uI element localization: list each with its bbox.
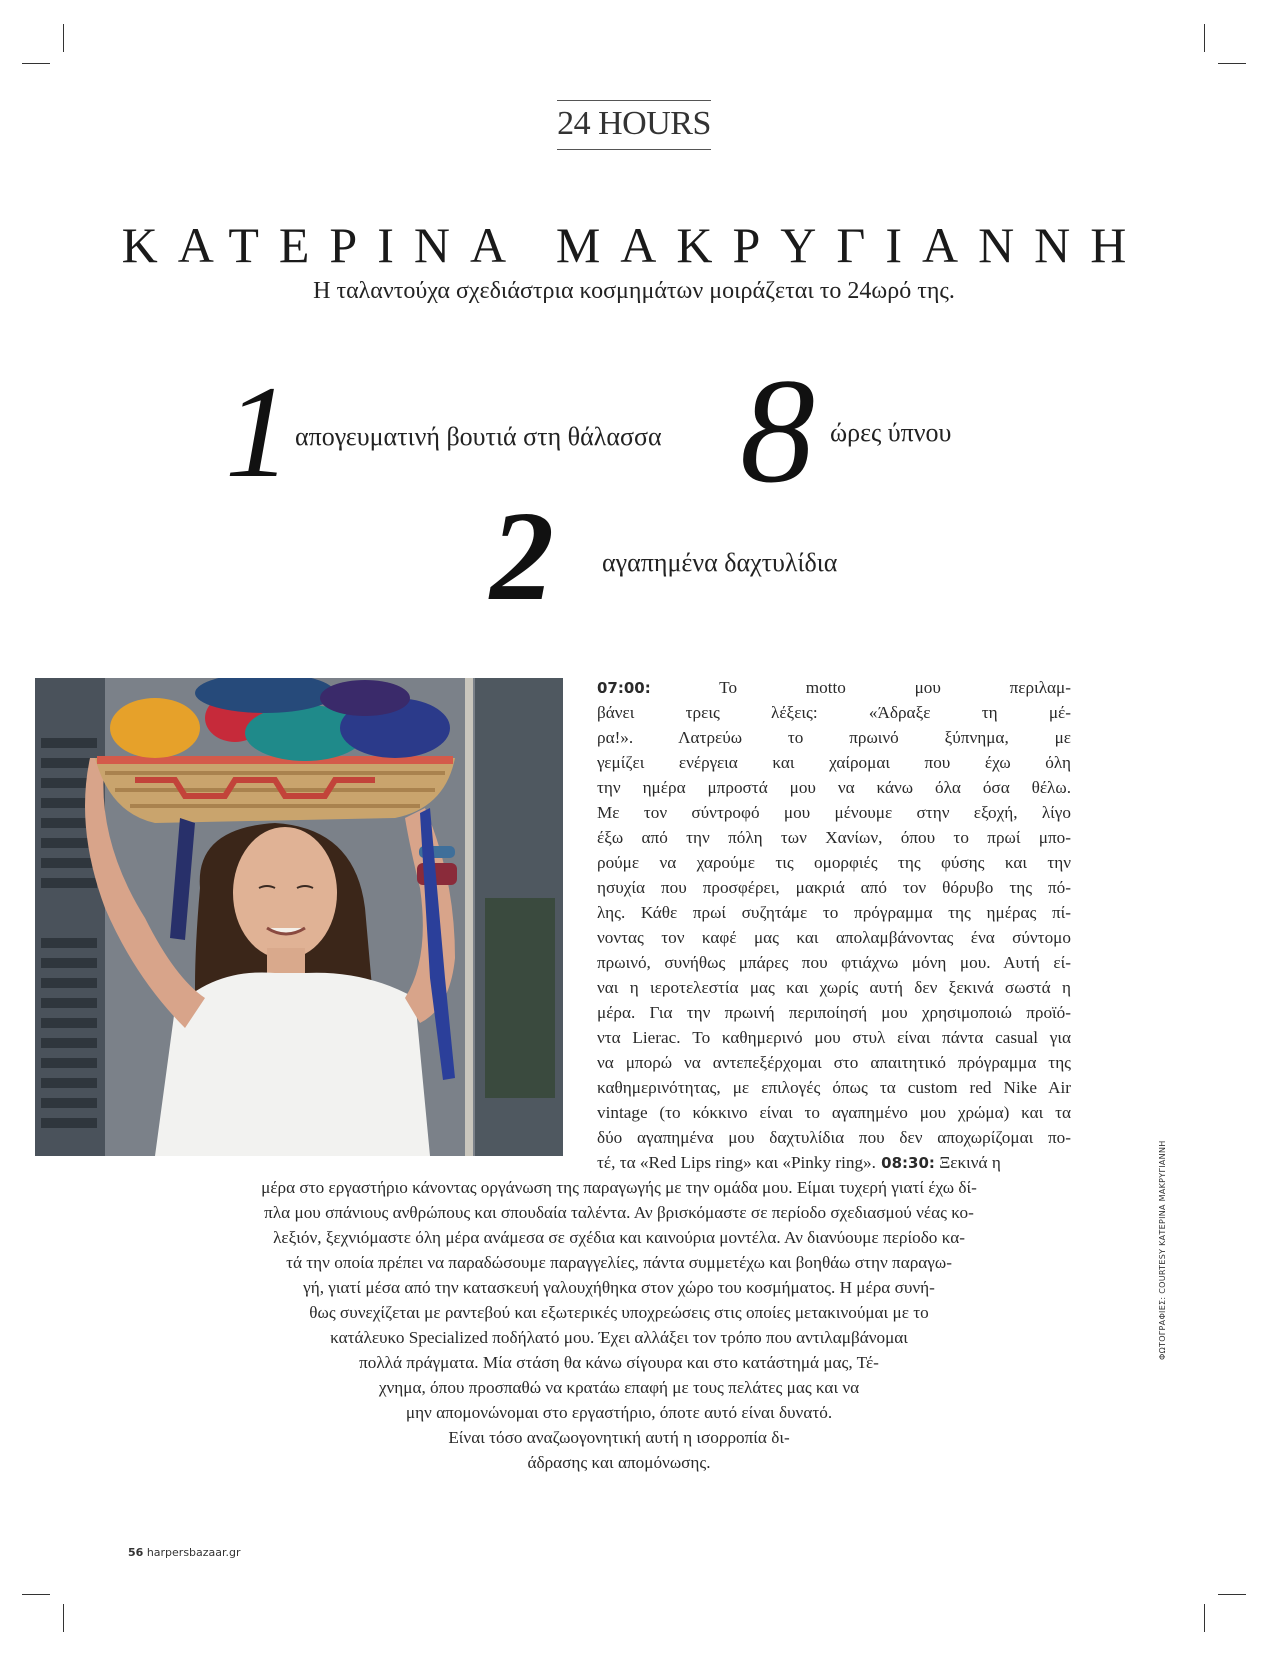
- text-line: ντα Lierac. Το καθημερινό μου στυλ είναι πάντα casual για: [597, 1028, 1071, 1047]
- text-line: βάνει τρεις λέξεις: «Άδραξε τη μέ-: [597, 703, 1071, 722]
- text-line: πρωινό, συνήθως μπάρες που φτιάχνω μόνη μου. Αυτή εί-: [597, 953, 1071, 972]
- stat-label: ώρες ύπνου: [830, 418, 952, 447]
- site-url: harpersbazaar.gr: [146, 1546, 241, 1559]
- text-line: ησυχία που προσφέρει, μακριά από τον θόρυβο της πό-: [597, 878, 1071, 897]
- stat-label: αγαπημένα δαχτυλίδια: [602, 548, 838, 577]
- text-line: δύο αγαπημένα μου δαχτυλίδια που δεν αποχωρίζομαι πο-: [597, 1128, 1071, 1147]
- crop-mark: [1218, 63, 1246, 64]
- article-photo: [35, 678, 563, 1156]
- page-subtitle: Η ταλαντούχα σχεδιάστρια κοσμημάτων μοιράζεται το 24ωρό της.: [313, 278, 955, 304]
- text-line: γή, γιατί μέσα από την κατασκευή γαλουχήθηκα στον χώρο του κοσμήματος. Η μέρα συνή-: [303, 1278, 935, 1297]
- stat-item: [740, 348, 980, 514]
- stat-number: 2: [490, 485, 554, 627]
- article-continuation: [35, 1175, 1203, 1475]
- text-line: Είναι τόσο αναζωογονητική αυτή η ισορροπία δι-: [448, 1428, 790, 1447]
- text-line: καθημερινότητας, με επιλογές όπως τα custom red Nike Air: [597, 1078, 1071, 1097]
- crop-mark: [1218, 1594, 1246, 1595]
- section-label: 24 HOURS: [557, 100, 711, 150]
- section-header: [0, 100, 1268, 150]
- stat-number: 8: [740, 348, 815, 514]
- text-line: ρα!». Λατρεύω το πρωινό ξύπνημα, με: [597, 728, 1071, 747]
- text-line: μέρα. Για την πρωινή περιποίησή μου χρησιμοποιώ προϊό-: [597, 1003, 1071, 1022]
- text-line: vintage (το κόκκινο είναι το αγαπημένο μου χρώμα) και τα: [597, 1103, 1071, 1122]
- text-line: ρούμε να χαρούμε τις ομορφιές της φύσης και την: [597, 853, 1071, 872]
- text-line: κατάλευκο Specialized ποδήλατό μου. Έχει αλλάξει τον τρόπο που αντιλαμβάνομαι: [330, 1328, 908, 1347]
- stat-number: 1: [225, 358, 291, 505]
- text-line: μην απομονώνομαι στο εργαστήριο, όποτε αυτό είναι δυνατό.: [405, 1403, 833, 1422]
- text-line: λεξιόν, ξεχνιόμαστε όλη μέρα ανάμεσα σε σχέδια και καινούρια μοντέλα. Αν διανύουμε περίοδο κα-: [273, 1228, 965, 1247]
- crop-mark: [1204, 1604, 1205, 1632]
- page-title: ΚΑΤΕΡΙΝΑ ΜΑΚΡΥΓΙΑΝΝΗ: [121, 217, 1147, 273]
- stat-item: [225, 358, 665, 505]
- text-line: τά την οποία πρέπει να παραδώσουμε παραγγελίες, πάντα συμμετέχω και βοηθάω στην παραγω-: [286, 1253, 952, 1272]
- text-line: πολλά πράγματα. Μία στάση θα κάνω σίγουρα και στο κατάστημά μας, Τέ-: [359, 1353, 879, 1372]
- crop-mark: [1204, 24, 1205, 52]
- crop-mark: [22, 63, 50, 64]
- text-line: πλα μου σπάνιους ανθρώπους και σπουδαία ταλέντα. Αν βρισκόμαστε σε περίοδο σχεδιασμού νέας κο-: [264, 1203, 974, 1222]
- timestamp: 07:00:: [597, 679, 651, 697]
- text-line: ναι η ιεροτελεστία μας και χωρίς αυτή δεν ξεκινά σωστά η: [597, 978, 1071, 997]
- page-footer: [128, 1546, 241, 1559]
- article-column: [597, 675, 1071, 1175]
- stat-item: [490, 485, 850, 627]
- text-line: τέ, τα «Red Lips ring» και «Pinky ring». 08:30: Ξεκινά η: [597, 1153, 1001, 1172]
- crop-mark: [63, 24, 64, 52]
- crop-mark: [22, 1594, 50, 1595]
- stat-label: απογευματινή βουτιά στη θάλασσα: [295, 422, 662, 451]
- text-line: μέρα στο εργαστήριο κάνοντας οργάνωση της παραγωγής με την ομάδα μου. Είμαι τυχερή γιατί έχω δί-: [261, 1178, 977, 1197]
- text-line: να μπορώ να αντεπεξέρχομαι στο απαιτητικό πρόγραμμα της: [597, 1053, 1071, 1072]
- text-line: 07:00: Το motto μου περιλαμ-: [597, 678, 1071, 697]
- text-line: χνημα, όπου προσπαθώ να κρατάω επαφή με τους πελάτες μας και να: [378, 1378, 860, 1397]
- page-number: 56: [128, 1546, 144, 1559]
- text-line: γεμίζει ενέργεια και χαίρομαι που έχω όλη: [597, 753, 1071, 772]
- crop-mark: [63, 1604, 64, 1632]
- text-line: άδρασης και απομόνωσης.: [527, 1453, 711, 1472]
- text-line: έξω από την πόλη των Χανίων, όπου το πρωί μπο-: [597, 828, 1071, 847]
- timestamp: 08:30:: [875, 1154, 935, 1172]
- text-line: την ημέρα μπροστά μου να κάνω όλα όσα θέλω.: [597, 778, 1071, 797]
- photo-credit: ΦΩΤΟΓΡΑΦΙΕΣ: COURTESY ΚΑΤΕΡΙΝΑ ΜΑΚΡΥΓΙΑΝΝΗ: [1158, 1140, 1167, 1360]
- text-line: λης. Κάθε πρωί συζητάμε το πρόγραμμα της ημέρας πί-: [597, 903, 1071, 922]
- text-line: θως συνεχίζεται με ραντεβού και εξωτερικές υποχρεώσεις στις οποίες μετακινούμαι με το: [309, 1303, 929, 1322]
- text-line: νοντας τον καφέ μας και απολαμβάνοντας ένα σύντομο: [597, 928, 1071, 947]
- text-line: Με τον σύντροφό μου μένουμε στην εξοχή, λίγο: [597, 803, 1071, 822]
